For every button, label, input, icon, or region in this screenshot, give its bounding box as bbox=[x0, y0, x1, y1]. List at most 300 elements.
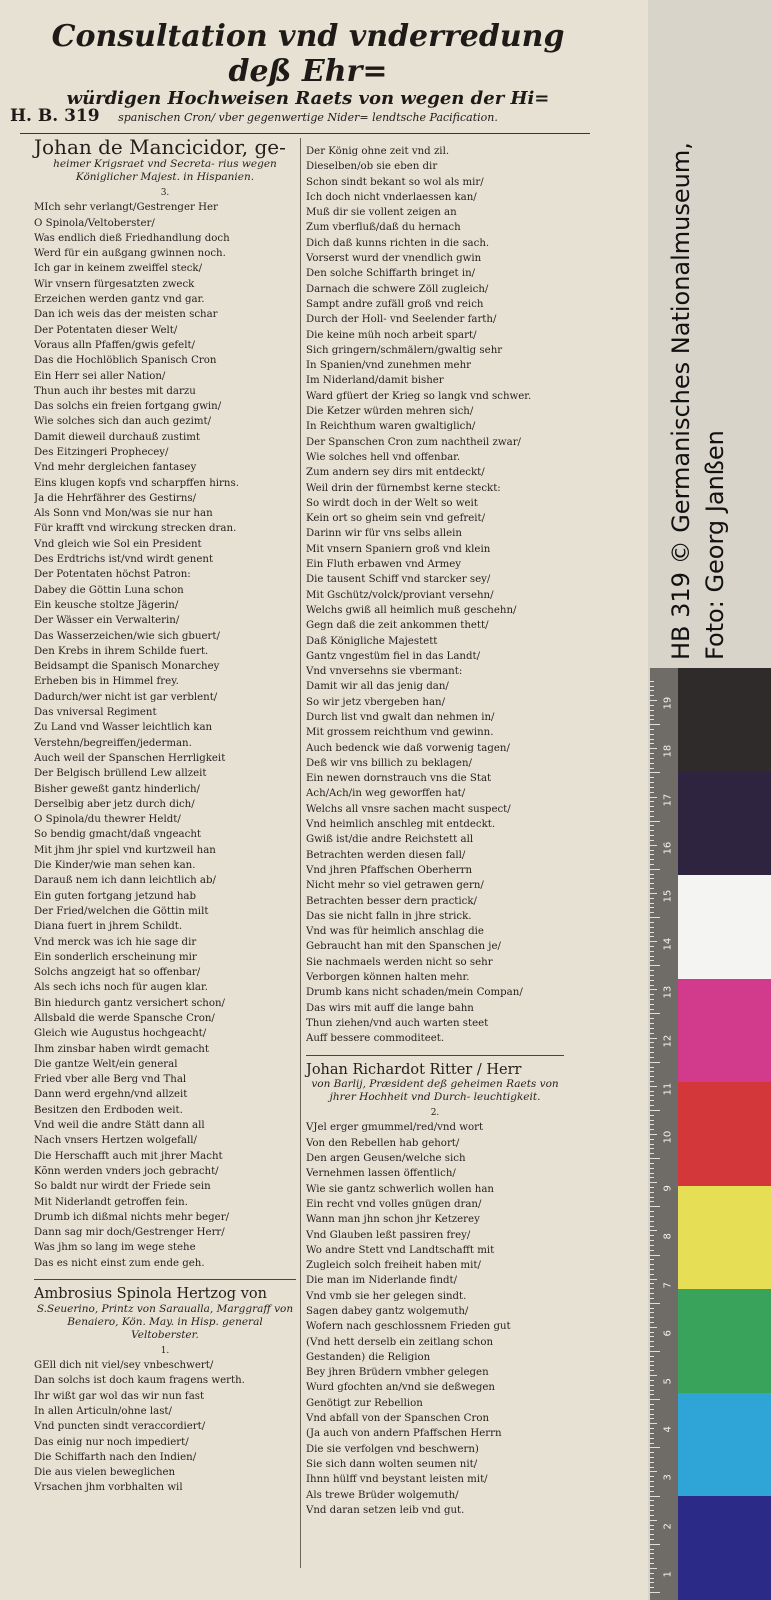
credit-line-1: HB 319 © Germanisches Nationalmuseum, bbox=[667, 142, 695, 660]
verse-line: Beidsampt die Spanisch Monarchey bbox=[34, 661, 220, 673]
verse-line: Darnach die schwere Zöll zugleich/ bbox=[306, 283, 489, 295]
verse-line: Gwiß ist/die andre Reichstett all bbox=[306, 834, 474, 846]
verse-line: Betrachten besser dern practick/ bbox=[306, 895, 477, 907]
verse-line: Vnd heimlich anschleg mit entdeckt. bbox=[306, 819, 496, 831]
verse-line: Ach/Ach/in weg geworffen hat/ bbox=[306, 788, 466, 800]
verse-line: Dieselben/ob sie eben dir bbox=[306, 161, 438, 173]
scale-tick bbox=[650, 1173, 654, 1174]
scale-tick bbox=[650, 1351, 660, 1352]
scale-tick bbox=[650, 1197, 654, 1198]
verse-line: Damit dieweil durchauß zustimt bbox=[34, 431, 200, 443]
color-swatch bbox=[678, 668, 771, 772]
verse-line: Dan solchs ist doch kaum fragens werth. bbox=[34, 1375, 245, 1387]
verse-line: Das einig nur noch impediert/ bbox=[34, 1436, 189, 1448]
verse-line: Durch list vnd gwalt dan nehmen in/ bbox=[306, 711, 495, 723]
scale-tick bbox=[650, 1505, 654, 1506]
scale-tick bbox=[650, 1322, 654, 1323]
scale-tick bbox=[650, 1163, 654, 1164]
verse-line: O Spinola/Veltoberster/ bbox=[34, 217, 155, 229]
verse-line: Wo andre Stett vnd Landtschafft mit bbox=[306, 1244, 495, 1256]
verse-line: O Spinola/du thewrer Heldt/ bbox=[34, 814, 181, 826]
credit-line-2: Foto: Georg Janßen bbox=[701, 430, 729, 660]
scale-tick bbox=[650, 980, 654, 981]
scale-tick bbox=[650, 705, 654, 706]
scale-label: 7 bbox=[662, 1281, 674, 1289]
verse-line: Zum vberfluß/daß du hernach bbox=[306, 222, 461, 234]
verse-line: Dan ich weis das der meisten schar bbox=[34, 309, 218, 321]
column-divider bbox=[300, 138, 301, 1568]
scale-tick bbox=[650, 1230, 657, 1231]
verse-line: So baldt nur wirdt der Friede sein bbox=[34, 1181, 211, 1193]
scale-tick bbox=[650, 1438, 654, 1439]
verse-line: Von den Rebellen hab gehort/ bbox=[306, 1137, 460, 1149]
scale-tick bbox=[650, 1004, 654, 1005]
scale-label: 6 bbox=[662, 1329, 674, 1337]
verse-line: Des Eitzingeri Prophecey/ bbox=[34, 447, 169, 458]
scale-tick bbox=[650, 1346, 654, 1347]
scale-tick bbox=[650, 1496, 660, 1497]
verse-line: Betrachten werden diesen fall/ bbox=[306, 849, 466, 861]
verse-line: Den solche Schiffarth bringet in/ bbox=[306, 268, 476, 280]
scale-tick bbox=[650, 1467, 654, 1468]
scale-label: 9 bbox=[662, 1185, 674, 1192]
scale-tick bbox=[650, 1486, 654, 1487]
scale-tick bbox=[650, 1510, 654, 1511]
left-column bbox=[34, 136, 296, 1496]
verse-line: So wir jetz vbergeben han/ bbox=[306, 696, 446, 708]
scale-tick bbox=[650, 690, 654, 691]
scale-tick bbox=[650, 946, 654, 947]
verse-line: Die aus vielen beweglichen bbox=[34, 1467, 176, 1479]
scale-tick bbox=[650, 960, 654, 961]
scale-tick bbox=[650, 1462, 654, 1463]
scale-tick bbox=[650, 715, 654, 716]
scale-tick bbox=[650, 1341, 654, 1342]
scale-tick bbox=[650, 1592, 660, 1593]
verse-line: Eins klugen kopfs vnd scharpffen hirns. bbox=[34, 477, 239, 489]
scale-tick bbox=[650, 1404, 654, 1405]
scale-tick bbox=[650, 816, 654, 817]
scale-label: 13 bbox=[662, 986, 674, 999]
verse-line: Der Potentaten dieser Welt/ bbox=[34, 324, 178, 336]
verse-line: Vnd abfall von der Spanschen Cron bbox=[306, 1413, 490, 1425]
scale-tick bbox=[650, 792, 654, 793]
scale-tick bbox=[650, 936, 654, 937]
verse-line: Ich doch nicht vnderlaessen kan/ bbox=[306, 191, 477, 203]
verse-line: Wurd gfochten an/vnd sie deßwegen bbox=[306, 1382, 495, 1394]
scale-tick bbox=[650, 970, 654, 971]
scale-tick bbox=[650, 1558, 654, 1559]
verse-line: Die gantze Welt/ein general bbox=[34, 1058, 178, 1070]
scale-label: 3 bbox=[662, 1474, 674, 1481]
verse-line: Wie solches sich dan auch gezimt/ bbox=[34, 416, 212, 428]
color-swatch bbox=[678, 1496, 771, 1600]
scale-tick bbox=[650, 869, 660, 870]
verse-line: Gebraucht han mit den Spanschen je/ bbox=[306, 941, 501, 953]
scale-tick bbox=[650, 1264, 654, 1265]
verse-line: Kõnn werden vnders joch gebracht/ bbox=[34, 1165, 219, 1177]
scale-tick bbox=[650, 1047, 654, 1048]
scale-tick bbox=[650, 1033, 654, 1034]
verse-line: Verstehn/begreiffen/jederman. bbox=[34, 737, 192, 749]
verse-line: Voraus alln Pfaffen/gwis gefelt/ bbox=[34, 339, 195, 351]
verse-line: Vnd weil die andre Stätt dann all bbox=[34, 1120, 205, 1132]
scale-tick bbox=[650, 1409, 654, 1410]
scale-tick bbox=[650, 768, 654, 769]
verse-line: Das die Hochlöblich Spanisch Cron bbox=[34, 355, 217, 367]
verse-line: Als sech ichs noch für augen klar. bbox=[34, 982, 208, 994]
verse-line: In Reichthum waren gwaltiglich/ bbox=[306, 421, 476, 433]
scale-tick bbox=[650, 917, 660, 918]
scale-label: 8 bbox=[662, 1233, 674, 1240]
scale-tick bbox=[650, 1515, 654, 1516]
scale-tick bbox=[650, 1100, 654, 1101]
scale-tick bbox=[650, 782, 654, 783]
scale-tick bbox=[650, 1332, 654, 1333]
scale-tick bbox=[650, 681, 654, 682]
scale-tick bbox=[650, 1443, 654, 1444]
scale-tick bbox=[650, 1139, 654, 1140]
scale-tick bbox=[650, 1124, 654, 1125]
verse-line: Die Ketzer würden mehren sich/ bbox=[306, 406, 474, 418]
scale-tick bbox=[650, 932, 654, 933]
scale-tick bbox=[650, 1211, 654, 1212]
verse-line: Bin hiedurch gantz versichert schon/ bbox=[34, 997, 225, 1009]
verse-line: In allen Articuln/ohne last/ bbox=[34, 1405, 172, 1417]
scale-tick bbox=[650, 1250, 654, 1251]
verse-line: Allsbald die werde Spansche Cron/ bbox=[34, 1012, 215, 1024]
verse-line: Mit Gschütz/volck/proviant versehn/ bbox=[306, 589, 494, 601]
scale-tick bbox=[650, 797, 657, 798]
speaker-name: Johan de Mancicidor, ge- bbox=[34, 135, 286, 159]
scale-tick bbox=[650, 956, 654, 957]
scale-tick bbox=[650, 1525, 654, 1526]
scale-tick bbox=[650, 1052, 654, 1053]
photo-credit bbox=[660, 0, 771, 668]
scale-tick bbox=[650, 1081, 654, 1082]
verse-line: Weil drin der fürnembst kerne steckt: bbox=[306, 482, 501, 494]
scale-tick bbox=[650, 700, 657, 701]
scale-tick bbox=[650, 1476, 654, 1477]
verse-line: Auch bedenck wie daß vorwenig tagen/ bbox=[306, 742, 510, 754]
scale-label: 11 bbox=[662, 1082, 674, 1096]
scale-tick bbox=[650, 710, 654, 711]
scale-label: 18 bbox=[662, 745, 674, 758]
scale-tick bbox=[650, 1312, 654, 1313]
verse-line: Erzeichen werden gantz vnd gar. bbox=[34, 294, 205, 306]
scale-tick bbox=[650, 874, 654, 875]
scale-tick bbox=[650, 1587, 654, 1588]
verse-line: In Spanien/vnd zunehmen mehr bbox=[306, 360, 472, 372]
verse-line: Nicht mehr so viel getrawen gern/ bbox=[306, 880, 484, 892]
scale-tick bbox=[650, 1399, 660, 1400]
verse-line: Nach vnsers Hertzen wolgefall/ bbox=[34, 1135, 197, 1147]
scale-tick bbox=[650, 835, 654, 836]
verse-line: Mit Niderlandt getroffen fein. bbox=[34, 1196, 188, 1208]
scale-tick bbox=[650, 801, 654, 802]
verse-line: Sie nachmaels werden nicht so sehr bbox=[306, 956, 493, 968]
scale-tick bbox=[650, 1578, 654, 1579]
verse-line: Gantz vngestüm fiel in das Landt/ bbox=[306, 650, 481, 662]
verse-line: So bendig gmacht/daß vngeacht bbox=[34, 829, 201, 841]
verse-line: Die tausent Schiff vnd starcker sey/ bbox=[306, 574, 491, 586]
verse-line: Was jhm so lang im wege stehe bbox=[34, 1242, 196, 1254]
scale-tick bbox=[650, 989, 657, 990]
scale-tick bbox=[650, 1361, 654, 1362]
verse-line: Besitzen den Erdboden weit. bbox=[34, 1104, 183, 1116]
scale-tick bbox=[650, 1563, 654, 1564]
scale-tick bbox=[650, 1067, 654, 1068]
scale-tick bbox=[650, 1182, 657, 1183]
scale-tick bbox=[650, 927, 654, 928]
scale-tick bbox=[650, 893, 657, 894]
speaker-title: von Barlij, Præsident deß geheimen Raets von jhrer Hochheit vnd Durch- leuchtigkeit. bbox=[311, 1078, 559, 1104]
verse-line: Auff bessere commoditeet. bbox=[306, 1033, 445, 1045]
verse-line: Vnd mehr dergleichen fantasey bbox=[34, 462, 197, 474]
scale-tick bbox=[650, 1091, 654, 1092]
scale-tick bbox=[650, 903, 654, 904]
scale-tick bbox=[650, 1148, 654, 1149]
verse-block bbox=[306, 144, 564, 1047]
verse-line: Des Erdtrichs ist/vnd wirdt genent bbox=[34, 554, 214, 566]
scale-tick bbox=[650, 1095, 654, 1096]
scale-tick bbox=[650, 1423, 657, 1424]
scale-tick bbox=[650, 941, 657, 942]
verse-line: GEll dich nit viel/sey vnbeschwert/ bbox=[34, 1360, 214, 1372]
scale-label: 14 bbox=[662, 937, 674, 951]
scale-tick bbox=[650, 1365, 654, 1366]
scale-tick bbox=[650, 729, 654, 730]
measurement-scale bbox=[650, 668, 678, 1600]
scale-tick bbox=[650, 1134, 657, 1135]
speaker-name: Ambrosius Spinola Hertzog von bbox=[34, 1286, 267, 1303]
scale-tick bbox=[650, 1120, 654, 1121]
verse-line: Ein sonderlich erscheinung mir bbox=[34, 951, 197, 963]
scale-tick bbox=[650, 1539, 654, 1540]
verse-line: Werd für ein außgang gwinnen noch. bbox=[34, 248, 226, 260]
scale-tick bbox=[650, 1144, 654, 1145]
verse-line: Als Sonn vnd Mon/was sie nur han bbox=[34, 508, 213, 520]
scale-tick bbox=[650, 1206, 660, 1207]
verse-line: Der Wässer ein Verwalterin/ bbox=[34, 615, 180, 627]
scale-tick bbox=[650, 1568, 657, 1569]
scale-tick bbox=[650, 1414, 654, 1415]
scale-tick bbox=[650, 1153, 654, 1154]
verse-line: Was endlich dieß Friedhandlung doch bbox=[34, 232, 230, 244]
scale-tick bbox=[650, 787, 654, 788]
verse-line: Gestanden) die Religion bbox=[306, 1351, 431, 1363]
scale-tick bbox=[650, 1240, 654, 1241]
scale-tick bbox=[650, 854, 654, 855]
section-number: 2. bbox=[430, 1108, 440, 1119]
scale-tick bbox=[650, 965, 660, 966]
scale-tick bbox=[650, 1201, 654, 1202]
verse-line: Ein Herr sei aller Nation/ bbox=[34, 370, 166, 382]
scale-label: 17 bbox=[662, 793, 674, 807]
scale-tick bbox=[650, 878, 654, 879]
verse-line: Die Schiffarth nach den Indien/ bbox=[34, 1451, 197, 1463]
color-swatch bbox=[678, 875, 771, 979]
verse-line: Der Fried/welchen die Göttin milt bbox=[34, 905, 209, 917]
scale-tick bbox=[650, 806, 654, 807]
scale-tick bbox=[650, 777, 654, 778]
verse-line: Drumb kans nicht schaden/mein Compan/ bbox=[306, 987, 523, 999]
document-title bbox=[28, 20, 588, 124]
scale-tick bbox=[650, 1573, 654, 1574]
scale-tick bbox=[650, 1177, 654, 1178]
scale-tick bbox=[650, 1544, 660, 1545]
verse-line: Vnd daran setzen leib vnd gut. bbox=[306, 1504, 465, 1516]
verse-line: Dabey die Göttin Luna schon bbox=[34, 584, 184, 596]
scale-tick bbox=[650, 1216, 654, 1217]
scale-tick bbox=[650, 1336, 654, 1337]
verse-line: Zu Land vnd Wasser leichtlich kan bbox=[34, 722, 213, 734]
verse-line: Ein newen dornstrauch vns die Stat bbox=[306, 773, 492, 785]
scale-tick bbox=[650, 1023, 654, 1024]
verse-line: Derselbig aber jetz durch dich/ bbox=[34, 798, 195, 810]
verse-line: Welchs all vnsre sachen macht suspect/ bbox=[306, 803, 511, 815]
scale-tick bbox=[650, 686, 654, 687]
scale-tick bbox=[650, 994, 654, 995]
verse-line: Ihnn hülff vnd beystant leisten mit/ bbox=[306, 1474, 488, 1486]
scale-tick bbox=[650, 898, 654, 899]
scale-label: 19 bbox=[662, 696, 674, 710]
verse-block bbox=[34, 1358, 296, 1496]
verse-line: Vnd vmb sie her gelegen sindt. bbox=[306, 1290, 467, 1302]
scale-tick bbox=[650, 1269, 654, 1270]
verse-line: Ihr wißt gar wol das wir nun fast bbox=[34, 1390, 205, 1402]
verse-line: Thun ziehen/vnd auch warten steet bbox=[306, 1017, 489, 1029]
verse-line: Kein ort so gheim sein vnd gefreit/ bbox=[306, 513, 486, 525]
scale-tick bbox=[650, 1293, 654, 1294]
scale-tick bbox=[650, 1471, 657, 1472]
title-line-2: würdigen Hochweisen Raets von wegen der Hi= bbox=[66, 88, 550, 109]
verse-line: Der Spanschen Cron zum nachtheil zwar/ bbox=[306, 436, 521, 448]
scale-tick bbox=[650, 922, 654, 923]
scale-tick bbox=[650, 1042, 654, 1043]
verse-line: Vnd vnversehns sie vbermant: bbox=[306, 666, 463, 678]
scale-tick bbox=[650, 1028, 654, 1029]
verse-line: Das solchs ein freien fortgang gwin/ bbox=[34, 401, 222, 413]
verse-line: Mit jhm jhr spiel vnd kurtzweil han bbox=[34, 844, 216, 856]
verse-line: Ein Fluth erbawen vnd Armey bbox=[306, 559, 462, 571]
scale-label: 10 bbox=[662, 1130, 674, 1144]
scale-tick bbox=[650, 1279, 657, 1280]
verse-line: Drumb ich dißmal nichts mehr beger/ bbox=[34, 1211, 230, 1223]
color-swatch bbox=[678, 1082, 771, 1186]
verse-line: Ja die Hehrfährer des Gestirns/ bbox=[34, 492, 197, 504]
scale-tick bbox=[650, 1582, 654, 1583]
scale-tick bbox=[650, 1038, 657, 1039]
verse-line: Wie sie gantz schwerlich wollen han bbox=[306, 1183, 494, 1195]
verse-line: Sagen dabey gantz wolgemuth/ bbox=[306, 1306, 469, 1317]
scale-tick bbox=[650, 1226, 654, 1227]
scale-tick bbox=[650, 1385, 654, 1386]
speaker-name: Johan Richardot Ritter / Herr bbox=[306, 1061, 522, 1078]
scale-tick bbox=[650, 1288, 654, 1289]
verse-line: Durch der Holl- vnd Seelender farth/ bbox=[306, 314, 497, 326]
verse-line: Im Niderland/damit bisher bbox=[306, 375, 444, 387]
scale-tick bbox=[650, 811, 654, 812]
scale-tick bbox=[650, 1283, 654, 1284]
verse-line: Ein recht vnd volles gnügen dran/ bbox=[306, 1198, 482, 1210]
scale-tick bbox=[650, 850, 654, 851]
scale-tick bbox=[650, 1380, 654, 1381]
verse-block bbox=[34, 200, 296, 1271]
verse-line: Den Krebs in ihrem Schilde fuert. bbox=[34, 645, 209, 657]
scale-tick bbox=[650, 951, 654, 952]
verse-line: Wann man jhn schon jhr Ketzerey bbox=[306, 1214, 480, 1226]
verse-line: Darinn wir für vns selbs allein bbox=[306, 528, 462, 540]
verse-line: Ich gar in keinem zweiffel steck/ bbox=[34, 263, 203, 275]
verse-line: Das sie nicht falln in jhre strick. bbox=[306, 910, 472, 922]
scale-tick bbox=[650, 985, 654, 986]
verse-line: Die man im Niderlande findt/ bbox=[306, 1275, 458, 1287]
verse-line: Dadurch/wer nicht ist gar verblent/ bbox=[34, 691, 218, 703]
scale-tick bbox=[650, 1394, 654, 1395]
scale-tick bbox=[650, 1534, 654, 1535]
verse-line: Sampt andre zufäll groß vnd reich bbox=[306, 298, 484, 310]
scale-tick bbox=[650, 845, 657, 846]
verse-line: Für krafft vnd wirckung strecken dran. bbox=[34, 523, 237, 535]
verse-line: Die keine müh noch arbeit spart/ bbox=[306, 329, 477, 341]
verse-line: Thun auch ihr bestes mit darzu bbox=[34, 385, 196, 397]
scale-tick bbox=[650, 1418, 654, 1419]
scale-tick bbox=[650, 695, 654, 696]
scale-tick bbox=[650, 1553, 654, 1554]
scale-label: 12 bbox=[662, 1034, 674, 1048]
verse-line: Vnd Glauben leßt passiren frey/ bbox=[306, 1229, 471, 1241]
scale-tick bbox=[650, 1520, 657, 1521]
scale-tick bbox=[650, 1317, 654, 1318]
section-number: 3. bbox=[160, 188, 170, 199]
verse-line: Damit wir all das jenig dan/ bbox=[306, 681, 449, 693]
verse-line: Mit vnsern Spaniern groß vnd klein bbox=[306, 543, 491, 555]
verse-line: (Ja auch von andern Pfaffschen Herrn bbox=[306, 1428, 502, 1440]
verse-line: Fried vber alle Berg vnd Thal bbox=[34, 1074, 187, 1086]
scale-tick bbox=[650, 758, 654, 759]
verse-line: Genötigt zur Rebellion bbox=[306, 1397, 423, 1409]
verse-line: VJel erger gmummel/red/vnd wort bbox=[306, 1122, 484, 1134]
verse-line: Vnd merck was ich hie sage dir bbox=[34, 936, 197, 948]
scale-tick bbox=[650, 1428, 654, 1429]
color-swatch bbox=[678, 1186, 771, 1290]
verse-line: Sie sich dann wolten seumen nit/ bbox=[306, 1458, 478, 1470]
verse-line: Ward gfüert der Krieg so langk vnd schwer. bbox=[306, 390, 532, 402]
verse-line: Auch weil der Spanschen Herrligkeit bbox=[34, 752, 226, 764]
verse-line: Zum andern sey dirs mit entdeckt/ bbox=[306, 467, 485, 479]
scale-tick bbox=[650, 1447, 660, 1448]
scale-tick bbox=[650, 1327, 657, 1328]
verse-line: Der Belgisch brüllend Lew allzeit bbox=[34, 768, 207, 780]
verse-line: Muß dir sie vollent zeigen an bbox=[306, 207, 457, 219]
scale-tick bbox=[650, 1298, 654, 1299]
scale-tick bbox=[650, 1192, 654, 1193]
credit-text bbox=[664, 142, 732, 660]
color-swatch bbox=[678, 1289, 771, 1393]
scale-tick bbox=[650, 864, 654, 865]
verse-line: Als trewe Brüder wolgemuth/ bbox=[306, 1489, 459, 1501]
scale-tick bbox=[650, 1235, 654, 1236]
title-line-3: spanischen Cron/ vber gegenwertige Nider= lendtsche Pacification. bbox=[118, 110, 498, 124]
verse-block bbox=[306, 1120, 564, 1518]
scale-tick bbox=[650, 825, 654, 826]
scale-tick bbox=[650, 1115, 654, 1116]
verse-line: Daß Königliche Majestett bbox=[306, 635, 438, 647]
scale-label: 1 bbox=[662, 1571, 674, 1578]
verse-line: (Vnd hett derselb ein zeitlang schon bbox=[306, 1336, 494, 1348]
color-swatch bbox=[678, 1393, 771, 1497]
